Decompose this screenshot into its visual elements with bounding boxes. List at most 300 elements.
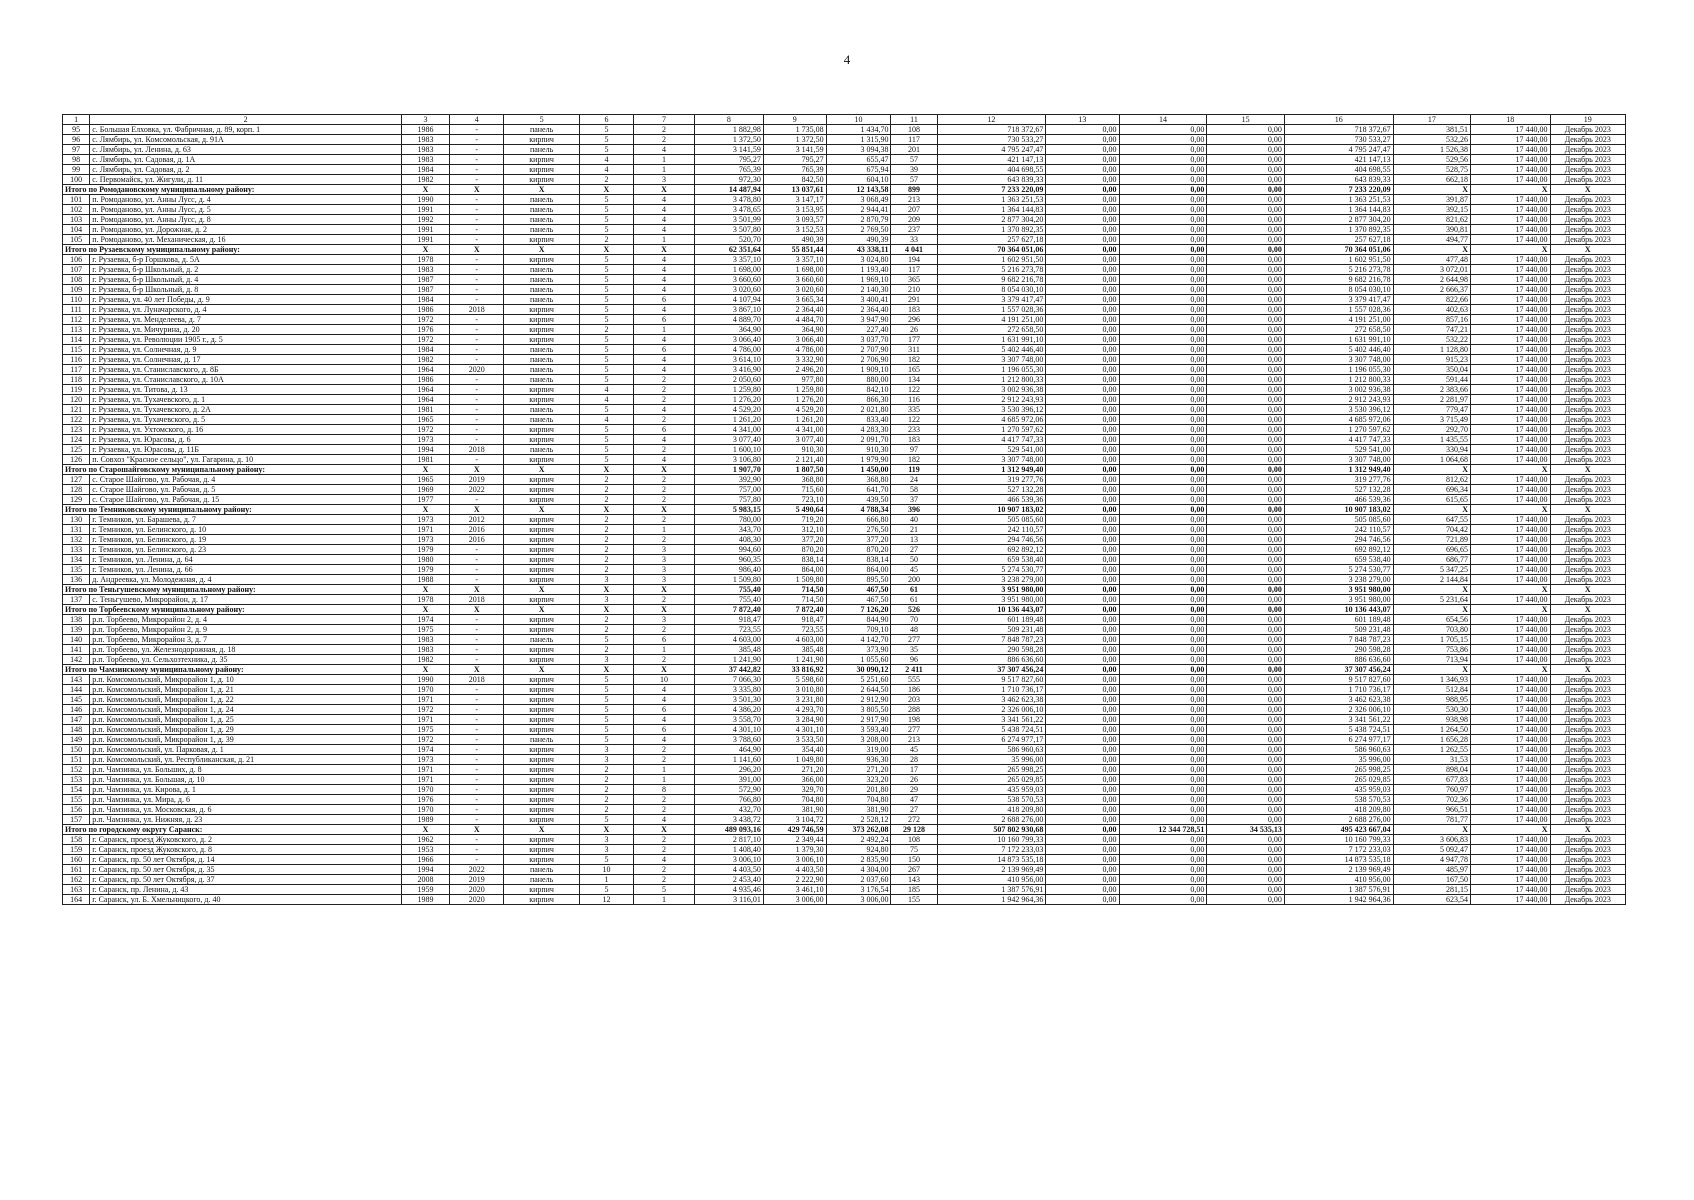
cell-col-1: 126 <box>63 455 90 465</box>
cell-col-12: 1 710 736,17 <box>937 685 1046 695</box>
cell-col-9: 4 529,20 <box>763 405 826 415</box>
cell-col-5: X <box>504 245 579 255</box>
cell-col-16: 886 636,60 <box>1284 655 1393 665</box>
table-row <box>63 705 1626 715</box>
cell-col-10: 3 208,00 <box>826 735 891 745</box>
table-row <box>63 765 1626 775</box>
cell-col-9: 7 872,40 <box>763 605 826 615</box>
cell-col-9: 765,39 <box>763 165 826 175</box>
cell-col-14: 0,00 <box>1119 605 1207 615</box>
cell-col-17: X <box>1393 605 1470 615</box>
cell-col-9: 1 261,20 <box>763 415 826 425</box>
cell-col-15: 0,00 <box>1207 545 1284 555</box>
table-row <box>63 155 1626 165</box>
cell-col-16: 10 160 799,33 <box>1284 835 1393 845</box>
page-number: 4 <box>843 52 851 67</box>
cell-col-19: Декабрь 2023 <box>1550 575 1625 585</box>
cell-col-12: 601 189,48 <box>937 615 1046 625</box>
cell-col-12: 319 277,76 <box>937 475 1046 485</box>
cell-col-3: 1994 <box>401 865 449 875</box>
cell-col-5: панель <box>504 865 579 875</box>
cell-col-2: с. Старое Шайгово, ул. Рабочая, д. 5 <box>90 485 402 495</box>
cell-col-8: 986,40 <box>694 565 763 575</box>
cell-col-10: 2 769,50 <box>826 225 891 235</box>
cell-col-19: Декабрь 2023 <box>1550 155 1625 165</box>
cell-col-11: 70 <box>891 615 937 625</box>
cell-col-9: 5 598,60 <box>763 675 826 685</box>
cell-col-1: 130 <box>63 515 90 525</box>
cell-col-4: - <box>450 635 504 645</box>
cell-col-17: 623,54 <box>1393 895 1470 905</box>
cell-col-19: Декабрь 2023 <box>1550 875 1625 885</box>
cell-col-15: 0,00 <box>1207 475 1284 485</box>
cell-col-19: Декабрь 2023 <box>1550 745 1625 755</box>
cell-col-8: 408,30 <box>694 535 763 545</box>
cell-col-15: 0,00 <box>1207 395 1284 405</box>
cell-col-9: 3 141,59 <box>763 145 826 155</box>
cell-col-1: 145 <box>63 695 90 705</box>
cell-col-8: 994,60 <box>694 545 763 555</box>
cell-col-8: 3 558,70 <box>694 715 763 725</box>
cell-col-18: X <box>1471 245 1551 255</box>
cell-col-11: 48 <box>891 625 937 635</box>
cell-col-13: 0,00 <box>1046 155 1119 165</box>
cell-col-6: 4 <box>579 415 633 425</box>
cell-col-1: 164 <box>63 895 90 905</box>
cell-col-11: 272 <box>891 815 937 825</box>
cell-col-19: Декабрь 2023 <box>1550 835 1625 845</box>
cell-col-10: 12 143,58 <box>826 185 891 195</box>
cell-col-14: 0,00 <box>1119 685 1207 695</box>
cell-col-9: 3 284,90 <box>763 715 826 725</box>
cell-col-8: 464,90 <box>694 745 763 755</box>
cell-col-14: 0,00 <box>1119 235 1207 245</box>
cell-col-18: 17 440,00 <box>1471 335 1551 345</box>
cell-col-5: кирпич <box>504 765 579 775</box>
cell-col-3: 1974 <box>401 745 449 755</box>
cell-col-11: 267 <box>891 865 937 875</box>
cell-col-12: 1 196 055,30 <box>937 365 1046 375</box>
cell-col-14: 0,00 <box>1119 155 1207 165</box>
cell-col-14: 0,00 <box>1119 335 1207 345</box>
cell-col-13: 0,00 <box>1046 305 1119 315</box>
cell-col-15: 0,00 <box>1207 455 1284 465</box>
cell-col-6: 5 <box>579 855 633 865</box>
cell-col-5: кирпич <box>504 575 579 585</box>
cell-col-6: 5 <box>579 195 633 205</box>
cell-col-5: кирпич <box>504 855 579 865</box>
cell-col-11: 365 <box>891 275 937 285</box>
cell-col-9: 2 121,40 <box>763 455 826 465</box>
table-row <box>63 895 1626 905</box>
cell-col-12: 3 307 748,00 <box>937 455 1046 465</box>
cell-col-19: Декабрь 2023 <box>1550 305 1625 315</box>
table-row <box>63 615 1626 625</box>
cell-col-13: 0,00 <box>1046 825 1119 835</box>
cell-col-7: 4 <box>634 255 695 265</box>
cell-col-15: 0,00 <box>1207 525 1284 535</box>
cell-col-10: 2 917,90 <box>826 715 891 725</box>
cell-col-5: кирпич <box>504 315 579 325</box>
cell-col-18: 17 440,00 <box>1471 835 1551 845</box>
cell-col-14: 0,00 <box>1119 145 1207 155</box>
cell-col-6: 5 <box>579 455 633 465</box>
cell-col-7: 6 <box>634 425 695 435</box>
cell-col-16: 290 598,28 <box>1284 645 1393 655</box>
cell-col-10: 276,50 <box>826 525 891 535</box>
cell-col-17: 703,80 <box>1393 625 1470 635</box>
cell-col-3: 1992 <box>401 215 449 225</box>
cell-col-14: 0,00 <box>1119 645 1207 655</box>
cell-col-17: 1 705,15 <box>1393 635 1470 645</box>
cell-col-1: 160 <box>63 855 90 865</box>
cell-col-16: 242 110,57 <box>1284 525 1393 535</box>
cell-col-4: 2018 <box>450 675 504 685</box>
cell-col-12: 435 959,03 <box>937 785 1046 795</box>
cell-col-13: 0,00 <box>1046 835 1119 845</box>
cell-col-7: 4 <box>634 265 695 275</box>
cell-col-18: 17 440,00 <box>1471 195 1551 205</box>
cell-col-3: 1979 <box>401 565 449 575</box>
cell-col-2: с. Теньгушево, Микрорайон, д. 17 <box>90 595 402 605</box>
cell-col-12: 659 538,40 <box>937 555 1046 565</box>
cell-col-17: 5 347,25 <box>1393 565 1470 575</box>
cell-col-10: 4 142,70 <box>826 635 891 645</box>
column-number-6: 6 <box>579 115 633 125</box>
cell-col-10: 3 094,38 <box>826 145 891 155</box>
cell-col-11: 213 <box>891 735 937 745</box>
cell-col-6: 5 <box>579 305 633 315</box>
cell-col-3: X <box>401 665 449 675</box>
cell-col-12: 3 462 623,38 <box>937 695 1046 705</box>
cell-col-2: г. Рузаевка, ул. Юрасова, д. 11Б <box>90 445 402 455</box>
cell-col-6: 5 <box>579 335 633 345</box>
cell-col-5: X <box>504 825 579 835</box>
cell-col-7: 4 <box>634 355 695 365</box>
cell-col-4: - <box>450 555 504 565</box>
table-body <box>63 115 1626 905</box>
cell-col-19: Декабрь 2023 <box>1550 615 1625 625</box>
cell-col-19: Декабрь 2023 <box>1550 195 1625 205</box>
cell-col-1: 123 <box>63 425 90 435</box>
cell-col-17: 915,23 <box>1393 355 1470 365</box>
cell-col-8: 3 501,99 <box>694 215 763 225</box>
cell-col-15: 0,00 <box>1207 495 1284 505</box>
cell-col-9: 1 276,20 <box>763 395 826 405</box>
cell-col-9: 3 665,34 <box>763 295 826 305</box>
cell-col-2: г. Рузаевка, ул. 40 лет Победы, д. 9 <box>90 295 402 305</box>
cell-col-7: 2 <box>634 475 695 485</box>
cell-col-15: 0,00 <box>1207 315 1284 325</box>
cell-col-1: 138 <box>63 615 90 625</box>
cell-col-3: 1986 <box>401 305 449 315</box>
cell-col-8: 3 020,60 <box>694 285 763 295</box>
cell-col-12: 265 029,85 <box>937 775 1046 785</box>
cell-col-5: кирпич <box>504 305 579 315</box>
cell-col-8: 4 889,70 <box>694 315 763 325</box>
cell-col-19: Декабрь 2023 <box>1550 275 1625 285</box>
cell-col-14: 0,00 <box>1119 845 1207 855</box>
cell-col-18: 17 440,00 <box>1471 425 1551 435</box>
cell-col-10: 1 315,90 <box>826 135 891 145</box>
cell-col-13: 0,00 <box>1046 785 1119 795</box>
cell-col-13: 0,00 <box>1046 415 1119 425</box>
cell-col-6: 2 <box>579 765 633 775</box>
cell-col-15: 0,00 <box>1207 585 1284 595</box>
cell-col-14: 0,00 <box>1119 295 1207 305</box>
cell-col-1: 157 <box>63 815 90 825</box>
cell-col-18: X <box>1471 825 1551 835</box>
cell-col-17: 392,15 <box>1393 205 1470 215</box>
table-row <box>63 195 1626 205</box>
cell-col-2: г. Рузаевка, ул. Станиславского, д. 8Б <box>90 365 402 375</box>
cell-col-14: 0,00 <box>1119 195 1207 205</box>
cell-col-13: 0,00 <box>1046 425 1119 435</box>
cell-col-8: 3 507,80 <box>694 225 763 235</box>
cell-col-5: панель <box>504 275 579 285</box>
cell-col-6: 3 <box>579 835 633 845</box>
cell-col-9: 715,60 <box>763 485 826 495</box>
cell-col-8: 3 478,80 <box>694 195 763 205</box>
cell-col-18: 17 440,00 <box>1471 815 1551 825</box>
cell-col-6: 5 <box>579 275 633 285</box>
cell-col-6: X <box>579 605 633 615</box>
cell-col-10: 842,10 <box>826 385 891 395</box>
cell-col-5: кирпич <box>504 725 579 735</box>
cell-col-8: 364,90 <box>694 325 763 335</box>
cell-col-11: 210 <box>891 285 937 295</box>
cell-col-18: 17 440,00 <box>1471 345 1551 355</box>
cell-col-3: 1984 <box>401 345 449 355</box>
cell-col-4: - <box>450 725 504 735</box>
cell-col-14: 0,00 <box>1119 405 1207 415</box>
cell-col-11: 203 <box>891 695 937 705</box>
cell-col-11: 39 <box>891 165 937 175</box>
table-row <box>63 225 1626 235</box>
cell-col-8: 3 006,10 <box>694 855 763 865</box>
cell-col-4: X <box>450 505 504 515</box>
cell-col-2: г. Рузаевка, б-р Школьный, д. 2 <box>90 265 402 275</box>
cell-col-17: 615,65 <box>1393 495 1470 505</box>
cell-col-13: 0,00 <box>1046 505 1119 515</box>
cell-col-16: 1 710 736,17 <box>1284 685 1393 695</box>
cell-col-14: 0,00 <box>1119 395 1207 405</box>
cell-col-11: 108 <box>891 125 937 135</box>
cell-col-12: 4 685 972,06 <box>937 415 1046 425</box>
cell-col-1: 106 <box>63 255 90 265</box>
cell-col-11: 143 <box>891 875 937 885</box>
cell-col-13: 0,00 <box>1046 855 1119 865</box>
cell-col-5: X <box>504 465 579 475</box>
cell-col-6: X <box>579 465 633 475</box>
cell-col-19: Декабрь 2023 <box>1550 695 1625 705</box>
cell-col-14: 0,00 <box>1119 895 1207 905</box>
cell-col-3: 1984 <box>401 165 449 175</box>
cell-col-13: 0,00 <box>1046 605 1119 615</box>
cell-col-13: 0,00 <box>1046 475 1119 485</box>
subtotal-label: Итого по Ромодановскому муниципальному району: <box>63 185 402 195</box>
cell-col-15: 0,00 <box>1207 365 1284 375</box>
cell-col-18: X <box>1471 605 1551 615</box>
cell-col-1: 118 <box>63 375 90 385</box>
cell-col-12: 529 541,00 <box>937 445 1046 455</box>
cell-col-15: 0,00 <box>1207 485 1284 495</box>
table-row <box>63 795 1626 805</box>
cell-col-10: 3 947,90 <box>826 315 891 325</box>
cell-col-12: 5 216 273,78 <box>937 265 1046 275</box>
cell-col-12: 507 802 930,68 <box>937 825 1046 835</box>
cell-col-4: - <box>450 325 504 335</box>
cell-col-17: X <box>1393 505 1470 515</box>
cell-col-18: 17 440,00 <box>1471 895 1551 905</box>
cell-col-8: 4 786,00 <box>694 345 763 355</box>
cell-col-10: 675,94 <box>826 165 891 175</box>
cell-col-9: 271,20 <box>763 765 826 775</box>
cell-col-10: 319,00 <box>826 745 891 755</box>
cell-col-8: 1 141,60 <box>694 755 763 765</box>
cell-col-1: 116 <box>63 355 90 365</box>
cell-col-10: 3 176,54 <box>826 885 891 895</box>
cell-col-18: 17 440,00 <box>1471 545 1551 555</box>
cell-col-15: 0,00 <box>1207 835 1284 845</box>
table-row <box>63 205 1626 215</box>
cell-col-18: 17 440,00 <box>1471 695 1551 705</box>
cell-col-4: - <box>450 785 504 795</box>
cell-col-13: 0,00 <box>1046 245 1119 255</box>
cell-col-17: 1 262,55 <box>1393 745 1470 755</box>
cell-col-10: 381,90 <box>826 805 891 815</box>
cell-col-7: 6 <box>634 345 695 355</box>
cell-col-3: 1983 <box>401 155 449 165</box>
cell-col-6: 5 <box>579 405 633 415</box>
cell-col-7: 4 <box>634 855 695 865</box>
cell-col-11: 311 <box>891 345 937 355</box>
cell-col-4: - <box>450 275 504 285</box>
cell-col-17: 2 383,66 <box>1393 385 1470 395</box>
cell-col-19: Декабрь 2023 <box>1550 545 1625 555</box>
cell-col-6: 2 <box>579 495 633 505</box>
table-row <box>63 655 1626 665</box>
cell-col-14: 0,00 <box>1119 875 1207 885</box>
cell-col-12: 527 132,28 <box>937 485 1046 495</box>
cell-col-5: кирпич <box>504 495 579 505</box>
cell-col-15: 0,00 <box>1207 385 1284 395</box>
cell-col-3: 1982 <box>401 355 449 365</box>
cell-col-8: 3 066,40 <box>694 335 763 345</box>
cell-col-19: Декабрь 2023 <box>1550 555 1625 565</box>
cell-col-7: X <box>634 465 695 475</box>
cell-col-14: 0,00 <box>1119 175 1207 185</box>
cell-col-14: 0,00 <box>1119 835 1207 845</box>
cell-col-14: 0,00 <box>1119 595 1207 605</box>
cell-col-8: 4 935,46 <box>694 885 763 895</box>
cell-col-4: - <box>450 385 504 395</box>
cell-col-7: 4 <box>634 285 695 295</box>
cell-col-15: 0,00 <box>1207 885 1284 895</box>
cell-col-18: 17 440,00 <box>1471 365 1551 375</box>
cell-col-13: 0,00 <box>1046 665 1119 675</box>
cell-col-8: 1 698,00 <box>694 265 763 275</box>
table-row <box>63 725 1626 735</box>
cell-col-19: Декабрь 2023 <box>1550 225 1625 235</box>
cell-col-4: - <box>450 295 504 305</box>
cell-col-12: 4 417 747,33 <box>937 435 1046 445</box>
subtotal-label: Итого по Старошайговскому муниципальному району: <box>63 465 402 475</box>
cell-col-9: 490,39 <box>763 235 826 245</box>
cell-col-1: 115 <box>63 345 90 355</box>
cell-col-3: 1982 <box>401 175 449 185</box>
cell-col-16: 1 602 951,50 <box>1284 255 1393 265</box>
cell-col-3: 1962 <box>401 835 449 845</box>
cell-col-3: 1970 <box>401 805 449 815</box>
cell-col-8: 755,40 <box>694 595 763 605</box>
cell-col-19: Декабрь 2023 <box>1550 345 1625 355</box>
cell-col-17: 292,70 <box>1393 425 1470 435</box>
cell-col-15: 0,00 <box>1207 125 1284 135</box>
cell-col-13: 0,00 <box>1046 745 1119 755</box>
cell-col-2: с. Лямбирь, ул. Комсомольская, д. 91А <box>90 135 402 145</box>
cell-col-16: 9 517 827,60 <box>1284 675 1393 685</box>
cell-col-8: 3 501,30 <box>694 695 763 705</box>
cell-col-6: 5 <box>579 225 633 235</box>
cell-col-13: 0,00 <box>1046 815 1119 825</box>
housing-repair-table <box>62 114 1626 905</box>
cell-col-10: 870,20 <box>826 545 891 555</box>
cell-col-17: 31,53 <box>1393 755 1470 765</box>
cell-col-15: 0,00 <box>1207 355 1284 365</box>
cell-col-7: 3 <box>634 615 695 625</box>
cell-col-9: 3 152,53 <box>763 225 826 235</box>
cell-col-18: 17 440,00 <box>1471 405 1551 415</box>
cell-col-10: 2 944,41 <box>826 205 891 215</box>
cell-col-12: 3 341 561,22 <box>937 715 1046 725</box>
cell-col-13: 0,00 <box>1046 175 1119 185</box>
cell-col-16: 1 557 028,36 <box>1284 305 1393 315</box>
cell-col-3: 1991 <box>401 205 449 215</box>
cell-col-2: р.п. Комсомольский, ул. Республиканская, д. 21 <box>90 755 402 765</box>
cell-col-18: 17 440,00 <box>1471 275 1551 285</box>
cell-col-15: 0,00 <box>1207 435 1284 445</box>
cell-col-6: 5 <box>579 675 633 685</box>
cell-col-1: 125 <box>63 445 90 455</box>
cell-col-14: 0,00 <box>1119 585 1207 595</box>
cell-col-6: 5 <box>579 345 633 355</box>
cell-col-6: 5 <box>579 715 633 725</box>
cell-col-11: 96 <box>891 655 937 665</box>
cell-col-14: 0,00 <box>1119 125 1207 135</box>
cell-col-4: - <box>450 795 504 805</box>
cell-col-14: 0,00 <box>1119 135 1207 145</box>
cell-col-2: г. Темников, ул. Белинского, д. 10 <box>90 525 402 535</box>
cell-col-9: 3 020,60 <box>763 285 826 295</box>
cell-col-14: 0,00 <box>1119 475 1207 485</box>
cell-col-6: 5 <box>579 285 633 295</box>
cell-col-2: г. Рузаевка, ул. Луначарского, д. 4 <box>90 305 402 315</box>
cell-col-4: X <box>450 605 504 615</box>
cell-col-18: 17 440,00 <box>1471 455 1551 465</box>
cell-col-5: панель <box>504 345 579 355</box>
cell-col-11: 899 <box>891 185 937 195</box>
cell-col-1: 158 <box>63 835 90 845</box>
cell-col-11: 194 <box>891 255 937 265</box>
cell-col-4: - <box>450 755 504 765</box>
cell-col-15: 0,00 <box>1207 145 1284 155</box>
cell-col-7: 6 <box>634 725 695 735</box>
cell-col-19: Декабрь 2023 <box>1550 685 1625 695</box>
cell-col-18: 17 440,00 <box>1471 635 1551 645</box>
cell-col-15: 0,00 <box>1207 245 1284 255</box>
cell-col-7: 1 <box>634 645 695 655</box>
